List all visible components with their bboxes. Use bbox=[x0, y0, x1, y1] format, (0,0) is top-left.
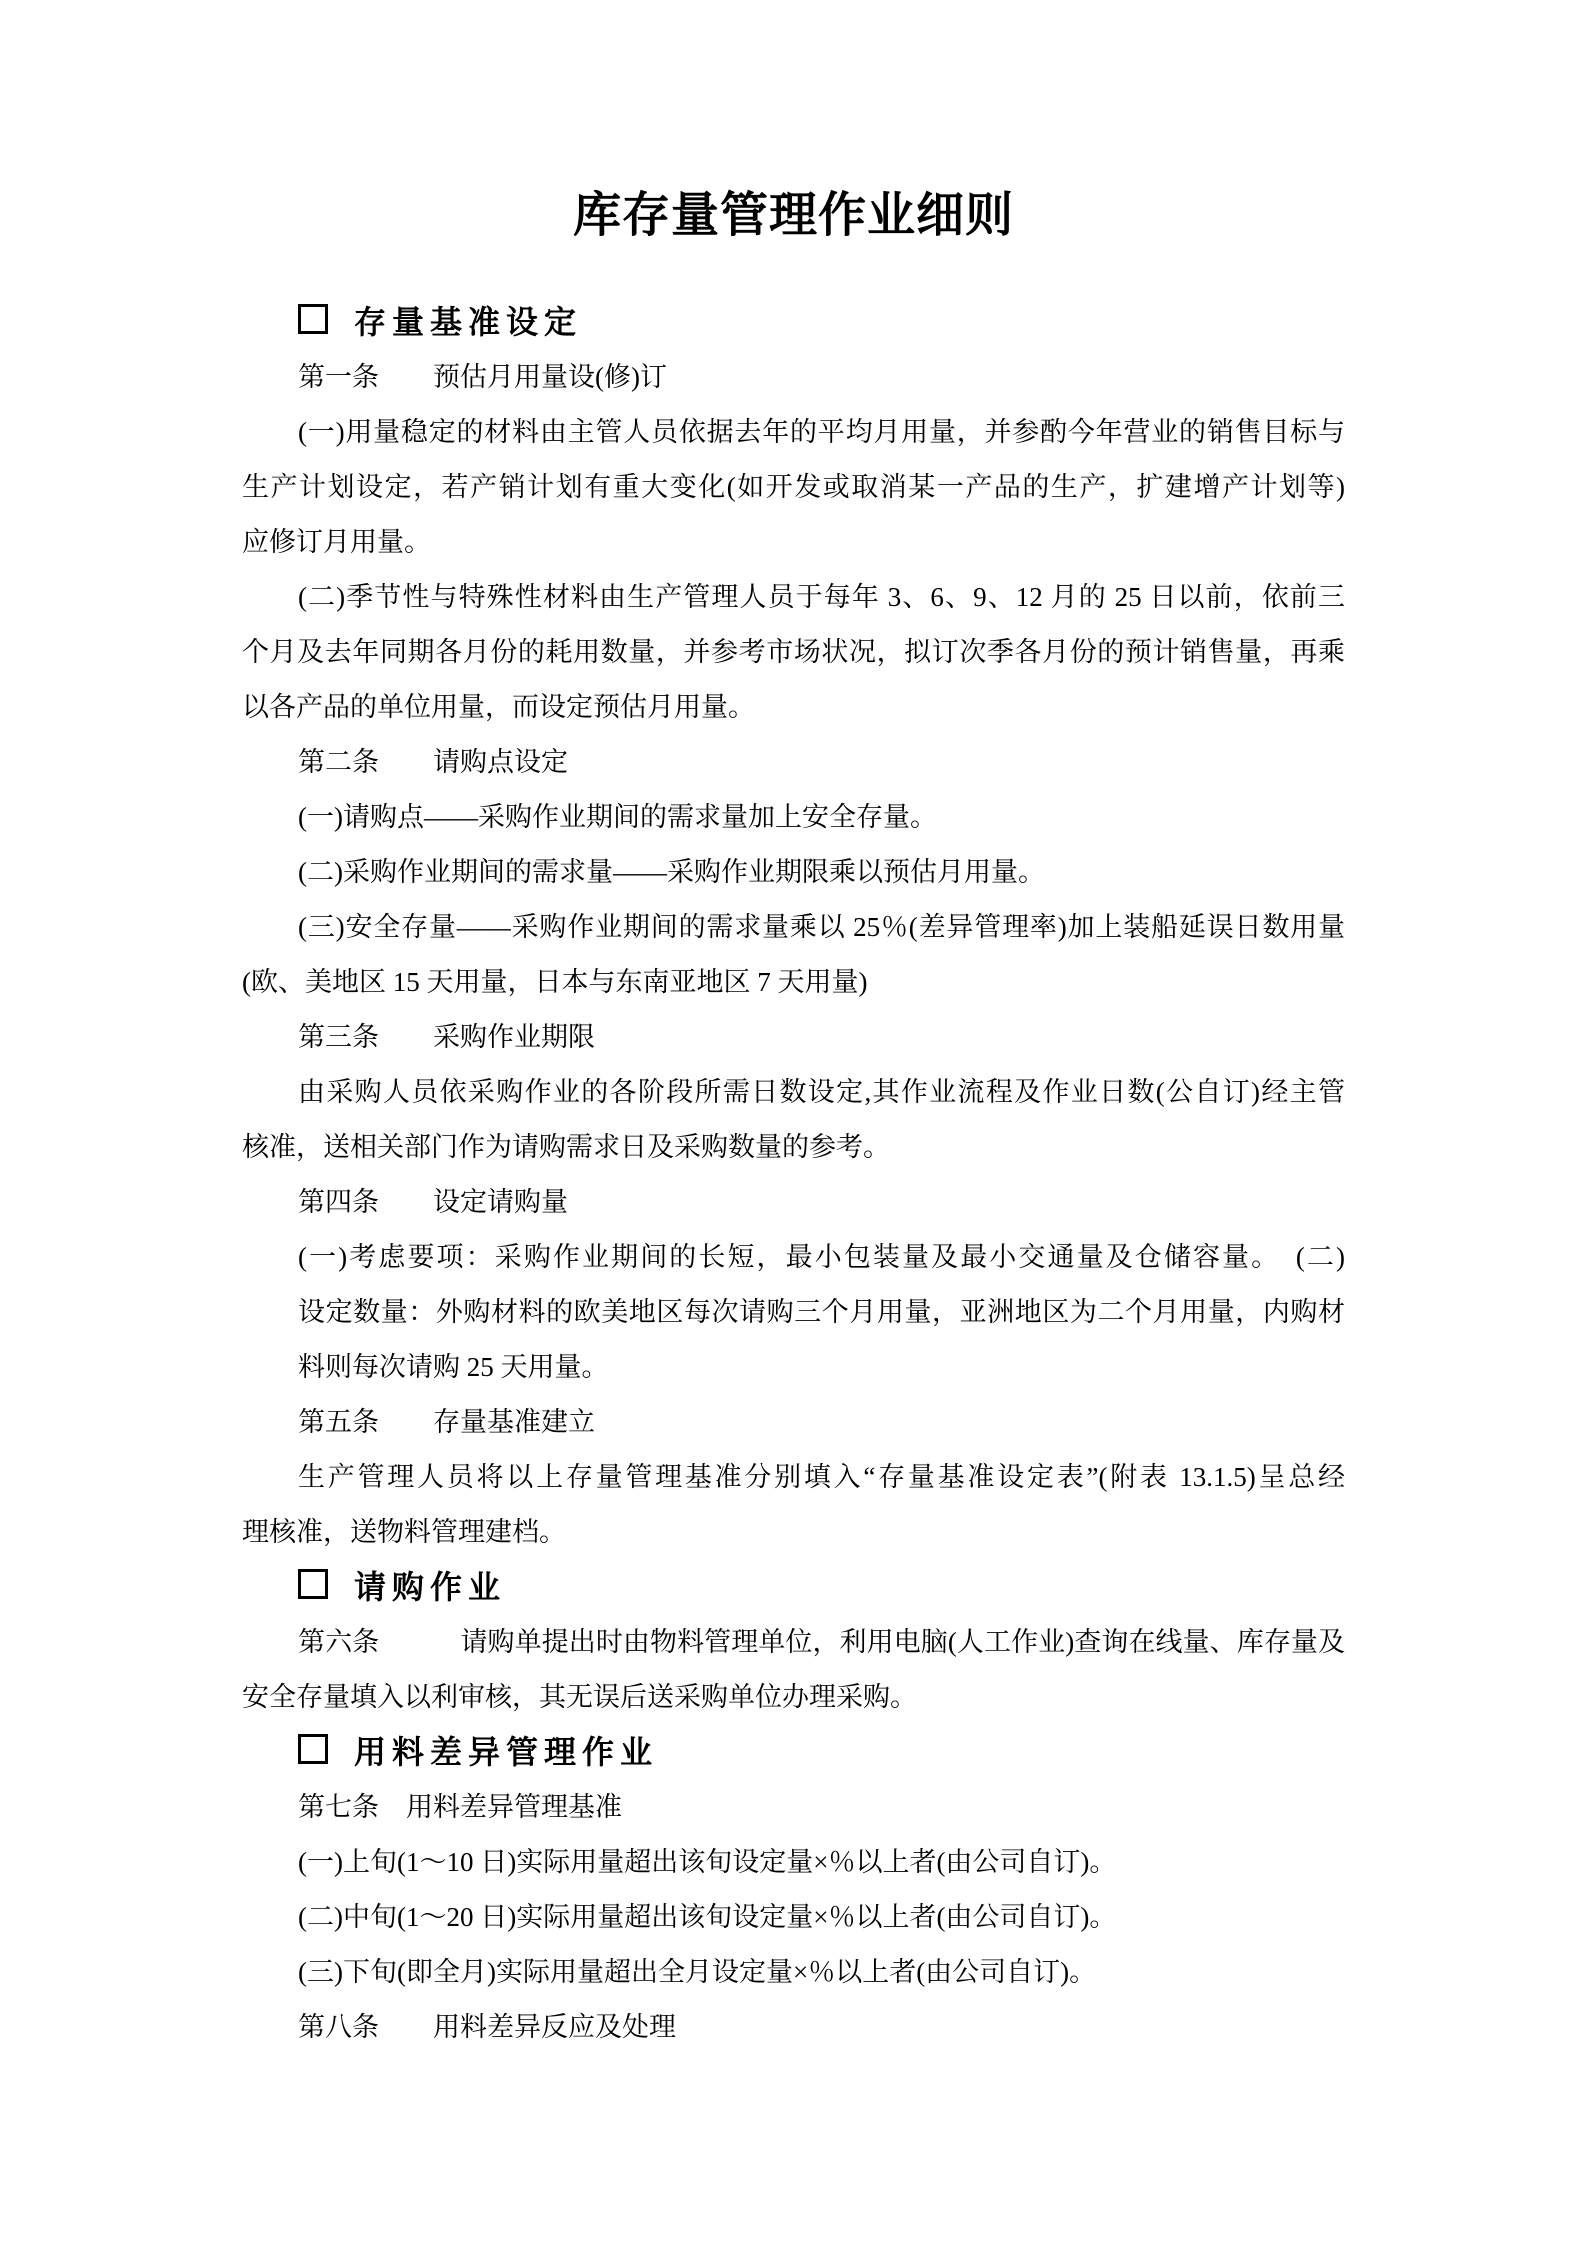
text-line: 由采购人员依采购作业的各阶段所需日数设定,其作业流程及作业日数(公自订)经主管 bbox=[298, 1077, 1345, 1107]
text-line: (欧、美地区 15 天用量，日本与东南亚地区 7 天用量) bbox=[242, 967, 868, 997]
text-line: 安全存量填入以利审核，其无误后送采购单位办理采购。 bbox=[242, 1682, 917, 1712]
section-heading bbox=[242, 1725, 1345, 1780]
text-line: 以各产品的单位用量，而设定预估月用量。 bbox=[242, 692, 755, 722]
text-line: (一)考虑要项：采购作业期间的长短，最小包装量及最小交通量及仓储容量。 (二) bbox=[298, 1242, 1345, 1272]
article-line: 第三条 采购作业期限 bbox=[298, 1022, 595, 1052]
section-heading bbox=[242, 1560, 1345, 1615]
text-line: 应修订月用量。 bbox=[242, 527, 431, 557]
checkbox-icon bbox=[298, 304, 328, 334]
text-line: 个月及去年同期各月份的耗用数量，并参考市场状况，拟订次季各月份的预计销售量，再乘 bbox=[242, 637, 1345, 667]
article-line: 第二条 请购点设定 bbox=[298, 747, 568, 777]
article-line: 第四条 设定请购量 bbox=[298, 1187, 568, 1217]
article-line: 第一条 预估月用量设(修)订 bbox=[298, 362, 667, 392]
document-body bbox=[242, 0, 1345, 2055]
text-line: 理核准，送物料管理建档。 bbox=[242, 1517, 566, 1547]
text-line: 核准，送相关部门作为请购需求日及采购数量的参考。 bbox=[242, 1132, 890, 1162]
checkbox-icon bbox=[298, 1734, 328, 1764]
text-line: (二)中旬(1～20 日)实际用量超出该旬设定量×％以上者(由公司自订)。 bbox=[298, 1902, 1117, 1932]
text-line: 料则每次请购 25 天用量。 bbox=[298, 1352, 609, 1382]
section-heading bbox=[242, 295, 1345, 350]
text-line: (二)季节性与特殊性材料由生产管理人员于每年 3、6、9、12 月的 25 日以前，依前三 bbox=[298, 582, 1345, 612]
text-line: 生产管理人员将以上存量管理基准分别填入“存量基准设定表”(附表 13.1.5)呈总经 bbox=[298, 1462, 1345, 1492]
section-heading-label: 用料差异管理作业 bbox=[354, 1734, 659, 1770]
text-line: (一)请购点——采购作业期间的需求量加上安全存量。 bbox=[298, 802, 937, 832]
article-line: 第五条 存量基准建立 bbox=[298, 1407, 595, 1437]
page-title: 库存量管理作业细则 bbox=[572, 189, 1014, 242]
text-line: (三)下旬(即全月)实际用量超出全月设定量×％以上者(由公司自订)。 bbox=[298, 1957, 1097, 1987]
section-heading-label: 存量基准设定 bbox=[354, 304, 583, 340]
checkbox-icon bbox=[298, 1569, 328, 1599]
text-line: (一)上旬(1～10 日)实际用量超出该旬设定量×％以上者(由公司自订)。 bbox=[298, 1847, 1117, 1877]
text-line: (二)采购作业期间的需求量——采购作业期限乘以预估月用量。 bbox=[298, 857, 1045, 887]
article-line: 第六条 请购单提出时由物料管理单位，利用电脑(人工作业)查询在线量、库存量及 bbox=[298, 1627, 1345, 1657]
text-line: (一)用量稳定的材料由主管人员依据去年的平均月用量，并参酌今年营业的销售目标与 bbox=[298, 417, 1345, 447]
text-line: 生产计划设定，若产销计划有重大变化(如开发或取消某一产品的生产，扩建增产计划等) bbox=[242, 472, 1345, 502]
section-heading-label: 请购作业 bbox=[354, 1569, 507, 1605]
text-line: (三)安全存量——采购作业期间的需求量乘以 25％(差异管理率)加上装船延误日数用量 bbox=[298, 912, 1345, 942]
article-line: 第七条 用料差异管理基准 bbox=[298, 1792, 622, 1822]
text-line: 设定数量：外购材料的欧美地区每次请购三个月用量，亚洲地区为二个月用量，内购材 bbox=[298, 1297, 1345, 1327]
article-line: 第八条 用料差异反应及处理 bbox=[298, 2012, 676, 2042]
